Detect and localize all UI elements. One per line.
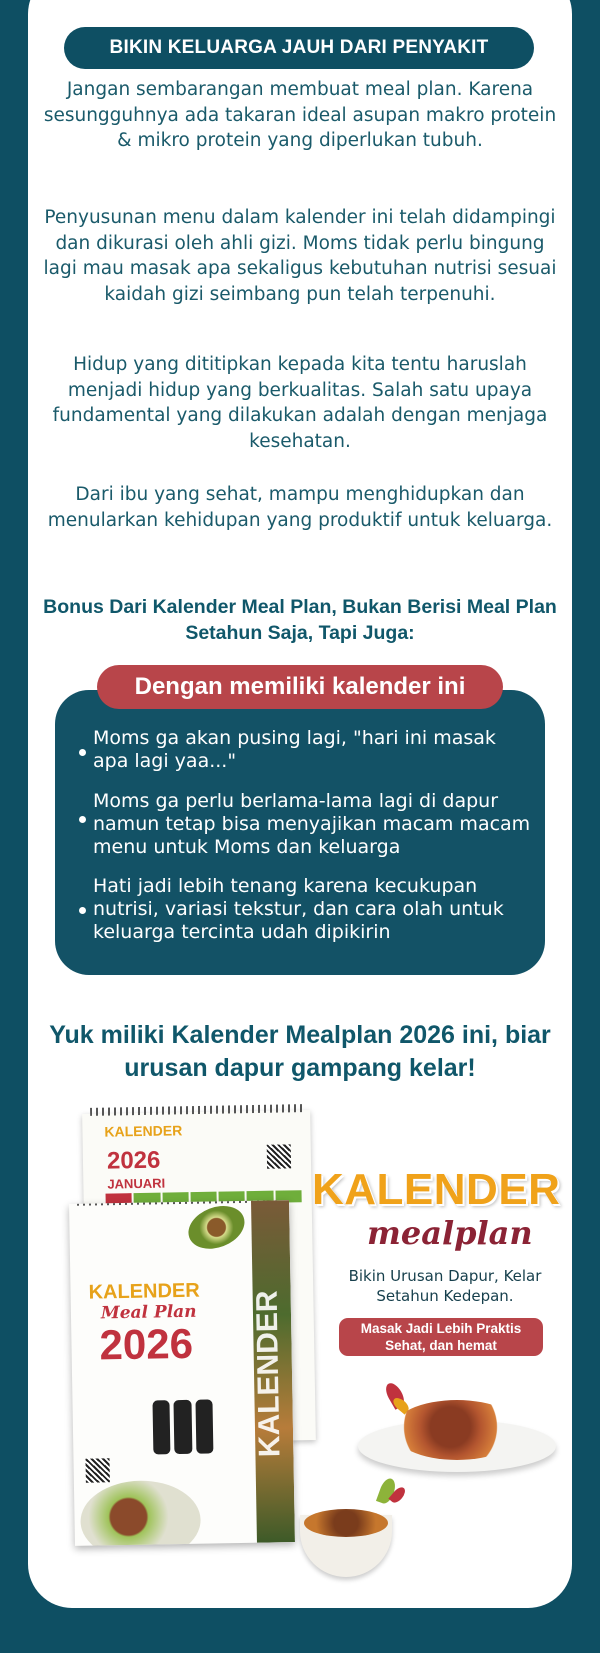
bullet-dot-icon [79,907,86,914]
avocado-icon [182,1200,250,1256]
benefit-text: Moms ga perlu berlama-lama lagi di dapur namun tetap bisa menyajikan macam macam menu untuk Moms dan keluarga [93,790,531,858]
benefit-text: Hati jadi lebih tenang karena kecukupan nutrisi, variasi tekstur, dan cara olah untuk keluarga tercinta udah dipikirin [93,875,504,943]
calendar-back-brand: KALENDER [104,1122,183,1140]
benefits-title: Dengan memiliki kalender ini [97,665,503,709]
food-plate-icon [80,1480,201,1546]
calendar-front-image [69,1200,295,1546]
paragraph-quality-life: Hidup yang dititipkan kepada kita tentu haruslah menjadi hidup yang berkualitas. Salah satu upaya fundamental yang dilakukan adalah dengan menjaga kesehatan. [52,354,548,452]
calendar-front-brand: KALENDER [88,1279,200,1304]
paragraph-healthy-mother: Dari ibu yang sehat, mampu menghidupkan dan menularkan kehidupan yang produktif untuk keluarga. [47,484,553,531]
qr-code-icon [267,1144,291,1168]
brand-tagline: Bikin Urusan Dapur, Kelar Setahun Kedepan. [348,1267,542,1305]
phone-mockup-icon [152,1399,213,1454]
paragraph-nutritionist: Penyusunan menu dalam kalender ini telah didampingi dan dikurasi oleh ahli gizi. Moms tidak perlu bingung lagi mau masak apa sekaligus kebutuhan nutrisi sesuai kaidah gizi seimbang pun telah terpenuhi. [43,207,557,305]
benefit-text: Moms ga akan pusing lagi, "hari ini masak apa lagi yaa..." [93,727,496,772]
qr-code-icon [85,1458,109,1482]
calendar-back-year: 2026 [106,1146,161,1175]
calendar-back-month: JANUARI [107,1175,166,1192]
bullet-dot-icon [79,816,86,823]
header-badge: BIKIN KELUARGA JAUH DARI PENYAKIT [64,27,534,69]
promo-badge: Masak Jadi Lebih Praktis Sehat, dan hemat [339,1318,543,1356]
benefit-item [93,875,533,944]
calendar-side-text: KALENDER [250,1290,287,1458]
calendar-front-script: Meal Plan [100,1301,197,1324]
paragraph-meal-plan: Jangan sembarangan membuat meal plan. Karena sesungguhnya ada takaran ideal asupan makro protein & mikro protein yang diperlukan tubuh. [43,79,557,151]
meat-dish-icon [392,1400,522,1460]
benefit-item [93,790,533,859]
cta-heading: Yuk miliki Kalender Mealplan 2026 ini, biar urusan dapur gampang kelar! [49,1021,551,1082]
bonus-heading: Bonus Dari Kalender Meal Plan, Bukan Berisi Meal Plan Setahun Saja, Tapi Juga: [43,596,557,644]
soup-food-icon [304,1509,388,1537]
benefit-item [93,727,533,773]
bullet-dot-icon [79,749,86,756]
brand-script: mealplan [367,1214,533,1252]
calendar-front-year: 2026 [99,1319,194,1369]
brand-title: KALENDER [312,1165,561,1214]
